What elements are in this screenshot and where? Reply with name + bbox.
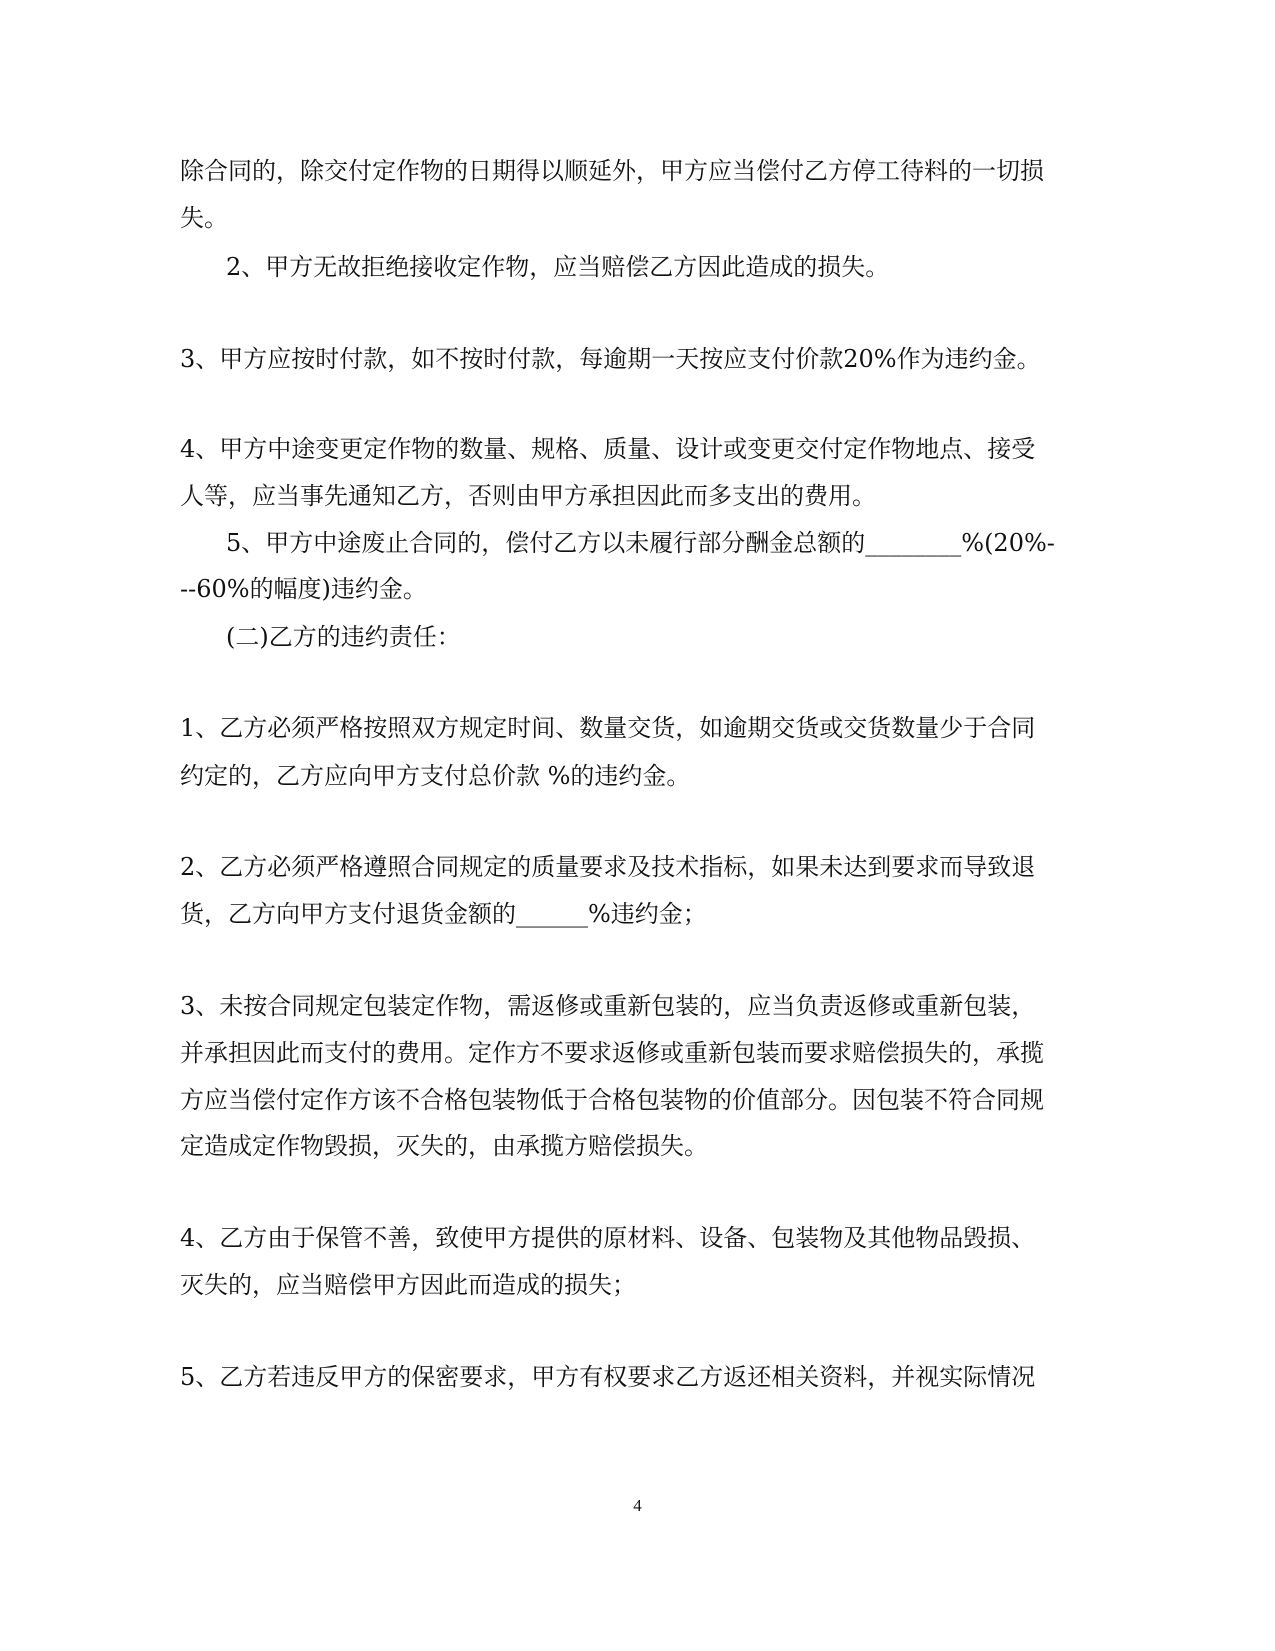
text-line: 5、乙方若违反甲方的保密要求，甲方有权要求乙方返还相关资料，并视实际情况: [180, 1363, 1036, 1391]
text-line: 除合同的，除交付定作物的日期得以顺延外，甲方应当偿付乙方停工待料的一切损: [180, 157, 1044, 185]
text-line: 人等，应当事先通知乙方，否则由甲方承担因此而多支出的费用。: [180, 482, 876, 510]
text-line: --60%的幅度)违约金。: [180, 575, 427, 603]
text-line: 2、乙方必须严格遵照合同规定的质量要求及技术指标，如果未达到要求而导致退: [180, 853, 1036, 881]
text-line: 1、乙方必须严格按照双方规定时间、数量交货，如逾期交货或交货数量少于合同: [180, 714, 1036, 742]
text-line: 并承担因此而支付的费用。定作方不要求返修或重新包装而要求赔偿损失的，承揽: [180, 1039, 1044, 1067]
page-number: 4: [633, 1496, 642, 1515]
text-line: 4、乙方由于保管不善，致使甲方提供的原材料、设备、包装物及其他物品毁损、: [180, 1224, 1036, 1252]
section-heading: (二)乙方的违约责任：: [226, 623, 461, 651]
text-line: 定造成定作物毁损，灭失的，由承揽方赔偿损失。: [180, 1132, 708, 1160]
text-line: 货，乙方向甲方支付退货金额的______%违约金；: [180, 900, 707, 928]
text-line: 3、甲方应按时付款，如不按时付款，每逾期一天按应支付价款20%作为违约金。: [180, 345, 1041, 373]
text-line: 4、甲方中途变更定作物的数量、规格、质量、设计或变更交付定作物地点、接受: [180, 435, 1036, 463]
text-line: 约定的，乙方应向甲方支付总价款 %的违约金。: [180, 762, 691, 790]
text-line: 方应当偿付定作方该不合格包装物低于合格包装物的价值部分。因包装不符合同规: [180, 1086, 1044, 1114]
text-line: 5、甲方中途废止合同的，偿付乙方以未履行部分酬金总额的________%(20%-: [226, 529, 1055, 557]
text-line: 2、甲方无故拒绝接收定作物，应当赔偿乙方因此造成的损失。: [226, 253, 890, 281]
text-line: 失。: [180, 204, 228, 232]
text-line: 3、未按合同规定包装定作物，需返修或重新包装的，应当负责返修或重新包装，: [180, 992, 1036, 1020]
text-line: 灭失的，应当赔偿甲方因此而造成的损失；: [180, 1271, 636, 1299]
